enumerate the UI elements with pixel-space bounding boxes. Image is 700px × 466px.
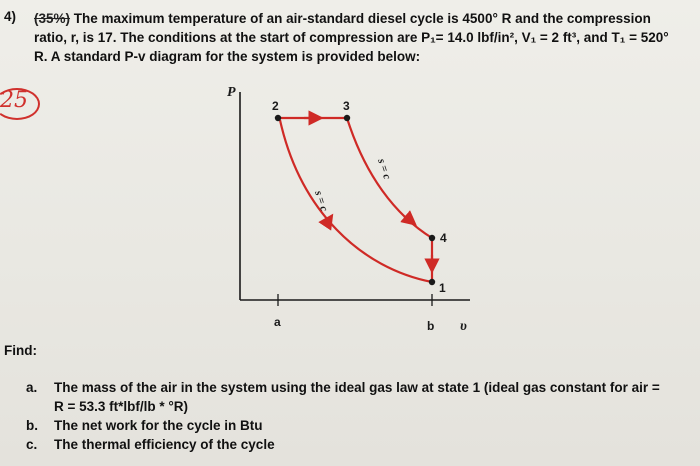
- state-point-1: [429, 279, 435, 285]
- state-label-4: 4: [440, 231, 447, 245]
- isentrope-label-3-4: s = c: [375, 157, 394, 181]
- find-item-a: [26, 378, 696, 416]
- state-label-2: 2: [272, 99, 279, 113]
- question-line-1: (35%) The maximum temperature of an air-standard diesel cycle is 4500° R and the compression: [34, 11, 651, 26]
- state-point-2: [275, 115, 281, 121]
- find-list: [26, 378, 696, 454]
- find-item-c: [26, 435, 696, 454]
- struck-points: (35%): [34, 11, 71, 26]
- state-label-3: 3: [343, 99, 350, 113]
- score-value: 25: [0, 88, 28, 113]
- isentrope-label-1-2: s = c: [312, 189, 331, 213]
- question-line-3: R. A standard P-v diagram for the system is provided below:: [34, 49, 421, 64]
- tick-b-label: b: [427, 319, 435, 333]
- v-axis-label: υ: [460, 319, 467, 334]
- find-item-text: The thermal efficiency of the cycle: [54, 437, 275, 452]
- find-item-text: The net work for the cycle in Btu: [54, 418, 263, 433]
- state-point-4: [429, 235, 435, 241]
- find-item-text: The mass of the air in the system using the ideal gas law at state 1 (ideal gas constant for air =: [54, 380, 660, 395]
- find-item-b: [26, 416, 696, 435]
- question-line-2: ratio, r, is 17. The conditions at the start of compression are P₁= 14.0 lbf/in², V₁ = 2 ft³, and T₁ = 520°: [34, 30, 669, 45]
- state-point-3: [344, 115, 350, 121]
- find-heading: Find:: [4, 343, 37, 358]
- find-item-letter: a.: [26, 380, 38, 395]
- question-number: 4): [4, 9, 17, 24]
- tick-a-label: a: [274, 315, 281, 329]
- p-axis-label: P: [227, 85, 236, 100]
- find-item-letter: c.: [26, 437, 38, 452]
- state-label-1: 1: [439, 281, 446, 295]
- find-item-letter: b.: [26, 418, 38, 433]
- find-item-text-cont: R = 53.3 ft*lbf/lb * °R): [54, 399, 189, 414]
- arrow-1-2: [325, 220, 329, 226]
